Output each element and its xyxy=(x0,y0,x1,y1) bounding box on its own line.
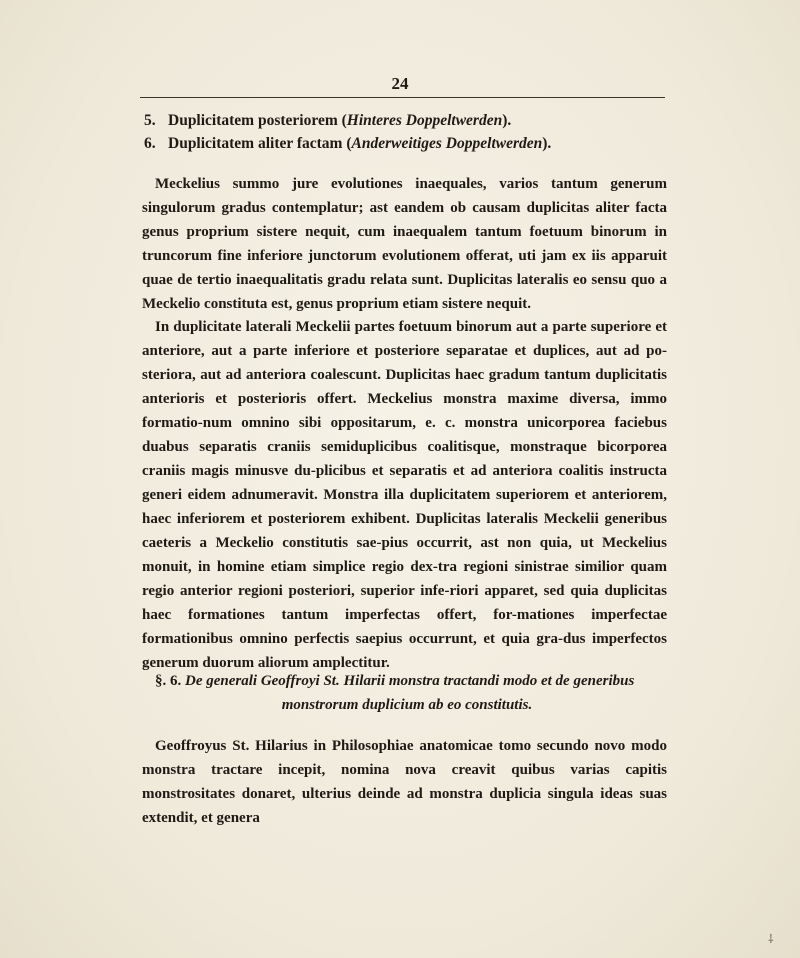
paragraph-geoffroyus xyxy=(142,734,667,830)
enumerated-list xyxy=(142,109,667,155)
body-paragraph: Geoffroyus St. Hilarius in Philosophiae anatomicae tomo secundo novo modo monstra tractare incepit, nomina nova creavit quibus varias capitis monstrositates donaret, ulterius deinde ad monstra duplicia singula ideas suas extendit, et genera xyxy=(142,738,667,826)
print-mark: ⸸ xyxy=(768,932,774,946)
body-paragraph: In duplicitate laterali Meckelii partes foetuum binorum aut a parte superiore et anteriore, aut a parte inferiore et posteriore separatae et duplices, aut ad po-steriora, aut ad anteriora coalescunt. Duplicitas haec gradum tantum duplicitatis anterioris et posterioris offert. Meckelius monstra maxime diversa, immo formatio-num omnino sibi oppositarum, e. c. monstra unicorporea faciebus duabus separatis craniis semiduplicibus coalitisque, monstraque bicorporea craniis magis minusve du-plicibus et separatis et ad anteriora coalitis instructa generi eidem adnumeravit. Monstra illa duplicitatem superiorem et anteriorem, haec inferiorem et posteriorem exhibent. Duplicitas lateralis Meckelii generibus caeteris a Meckelio constitutis sae-pius occurrit, ast non quia, ut Meckelius monuit, in homine etiam simplice regio dex-tra regioni sinistrae similior quam regio anterior regioni posteriori, superior infe-riori apparet, sed quia duplicitas haec formationes tantum imperfectas offert, for-mationes imperfectae formationibus omnino perfectis saepius occurrunt, et quia gra-dus imperfectos generum duorum aliorum amplectitur. xyxy=(142,319,667,671)
list-item-text: Duplicitatem posteriorem ( xyxy=(168,112,347,129)
list-item xyxy=(142,109,667,132)
section-title-part1: De generali Geoffroyi St. Hilarii monstra tractandi modo et de generibus xyxy=(185,673,635,689)
section-heading-line1 xyxy=(142,669,672,693)
page-number: 24 xyxy=(391,74,409,93)
paragraph-meckelius-2 xyxy=(142,315,667,675)
list-item-text: Duplicitatem aliter factam ( xyxy=(168,135,352,152)
list-item-german-term: Anderweitiges Doppeltwerden xyxy=(351,135,543,152)
body-paragraph: Meckelius summo jure evolutiones inaequales, varios tantum generum singulorum gradus contemplatur; ast eandem ob causam duplicitas aliter facta genus proprium sistere nequit, cum inaequalem tantum foetuum binorum in truncorum fine inferiore junctorum evolutionem offerat, uti jam ex iis apparuit quae de tertio inaequalitatis gradu relata sunt. Duplicitas lateralis eo sensu quo a Meckelio constituta est, genus proprium etiam sistere nequit. xyxy=(142,176,667,312)
list-item-german-term: Hinteres Doppeltwerden xyxy=(346,112,503,129)
list-item-number: 5. xyxy=(144,112,156,129)
list-item-close: ). xyxy=(542,135,552,152)
paragraph-meckelius-1 xyxy=(142,172,667,316)
header-rule xyxy=(140,97,665,98)
section-heading xyxy=(142,669,672,717)
section-heading-line2: monstrorum duplicium ab eo constitutis. xyxy=(281,697,533,713)
list-item-number: 6. xyxy=(144,135,156,152)
list-item-close: ). xyxy=(502,112,512,129)
section-symbol: §. 6. xyxy=(155,673,182,689)
list-item xyxy=(142,132,667,155)
